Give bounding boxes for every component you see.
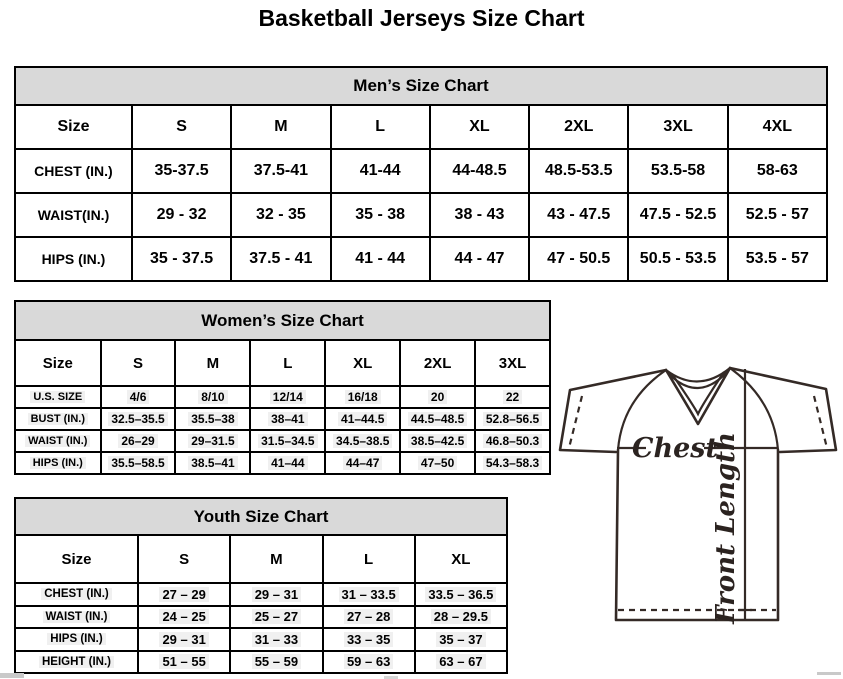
womens-table (14, 300, 551, 475)
womens-value-cell: 12/14 (250, 386, 325, 408)
jersey-left-cuff-dashes (569, 396, 582, 448)
womens-value-cell: 16/18 (325, 386, 400, 408)
womens-value-cell: 44–47 (325, 452, 400, 474)
youth-value-cell: 63 – 67 (415, 651, 507, 674)
youth-value-cell: 33 – 35 (323, 628, 415, 651)
youth-header-cell: S (138, 535, 230, 583)
youth-value-cell: 29 – 31 (230, 583, 322, 606)
mens-value-cell: 29 - 32 (132, 193, 231, 237)
womens-value-cell: 29–31.5 (175, 430, 250, 452)
youth-value-cell: 31 – 33.5 (323, 583, 415, 606)
womens-value-cell: 31.5–34.5 (250, 430, 325, 452)
page-title: Basketball Jerseys Size Chart (258, 5, 585, 31)
mens-value-cell: 41-44 (331, 149, 430, 193)
youth-value-cell: 24 – 25 (138, 606, 230, 629)
womens-value-cell: 41–44 (250, 452, 325, 474)
womens-value-cell: 44.5–48.5 (400, 408, 475, 430)
mens-value-cell: 37.5-41 (231, 149, 330, 193)
womens-row-label: HIPS (IN.) (15, 452, 101, 474)
womens-row-label: BUST (IN.) (15, 408, 101, 430)
youth-size-chart (14, 497, 508, 674)
youth-value-cell: 27 – 29 (138, 583, 230, 606)
mens-value-cell: 58-63 (728, 149, 827, 193)
jersey-body-outline (616, 450, 778, 620)
mens-value-cell: 38 - 43 (430, 193, 529, 237)
mens-header-cell: Size (15, 105, 132, 149)
womens-row-label: WAIST (IN.) (15, 430, 101, 452)
mens-value-cell: 44 - 47 (430, 237, 529, 281)
mens-table (14, 66, 828, 282)
womens-table-row (15, 452, 550, 474)
youth-value-cell: 29 – 31 (138, 628, 230, 651)
mens-header-cell: 2XL (529, 105, 628, 149)
youth-table-row (15, 651, 507, 674)
youth-value-cell: 55 – 59 (230, 651, 322, 674)
womens-header-cell: L (250, 340, 325, 386)
womens-value-cell: 54.3–58.3 (475, 452, 550, 474)
mens-value-cell: 43 - 47.5 (529, 193, 628, 237)
chest-label: Chest (632, 433, 718, 464)
youth-table-row (15, 628, 507, 651)
womens-value-cell: 34.5–38.5 (325, 430, 400, 452)
womens-value-cell: 4/6 (101, 386, 176, 408)
womens-value-cell: 38.5–42.5 (400, 430, 475, 452)
mens-table-row (15, 149, 827, 193)
youth-table-row (15, 606, 507, 629)
mens-value-cell: 48.5-53.5 (529, 149, 628, 193)
youth-value-cell: 33.5 – 36.5 (415, 583, 507, 606)
womens-value-cell: 35.5–38 (175, 408, 250, 430)
youth-value-cell: 51 – 55 (138, 651, 230, 674)
youth-value-cell: 28 – 29.5 (415, 606, 507, 629)
mens-value-cell: 47.5 - 52.5 (628, 193, 727, 237)
womens-value-cell: 20 (400, 386, 475, 408)
womens-value-cell: 22 (475, 386, 550, 408)
mens-row-label: CHEST (IN.) (15, 149, 132, 193)
mens-header-cell: 4XL (728, 105, 827, 149)
youth-value-cell: 25 – 27 (230, 606, 322, 629)
mens-value-cell: 35 - 37.5 (132, 237, 231, 281)
front-length-label: Front Length (711, 432, 741, 624)
youth-header-cell: XL (415, 535, 507, 583)
womens-value-cell: 41–44.5 (325, 408, 400, 430)
youth-value-cell: 31 – 33 (230, 628, 322, 651)
womens-value-cell: 47–50 (400, 452, 475, 474)
mens-row-label: WAIST(IN.) (15, 193, 132, 237)
womens-header-cell: Size (15, 340, 101, 386)
mens-value-cell: 53.5 - 57 (728, 237, 827, 281)
mens-header-cell: M (231, 105, 330, 149)
mens-value-cell: 52.5 - 57 (728, 193, 827, 237)
womens-value-cell: 52.8–56.5 (475, 408, 550, 430)
youth-table (14, 497, 508, 674)
womens-table-title: Women’s Size Chart (15, 301, 550, 340)
mens-header-cell: XL (430, 105, 529, 149)
youth-header-cell: M (230, 535, 322, 583)
mens-row-label: HIPS (IN.) (15, 237, 132, 281)
womens-value-cell: 46.8–50.3 (475, 430, 550, 452)
jersey-measurement-diagram (556, 358, 843, 634)
womens-value-cell: 26–29 (101, 430, 176, 452)
mens-value-cell: 47 - 50.5 (529, 237, 628, 281)
womens-header-cell: 2XL (400, 340, 475, 386)
mens-table-title: Men’s Size Chart (15, 67, 827, 105)
youth-table-row (15, 583, 507, 606)
mens-size-chart (14, 66, 828, 282)
mens-value-cell: 35 - 38 (331, 193, 430, 237)
womens-header-cell: 3XL (475, 340, 550, 386)
womens-size-chart (14, 300, 551, 475)
youth-header-cell: L (323, 535, 415, 583)
youth-table-title: Youth Size Chart (15, 498, 507, 535)
womens-value-cell: 32.5–35.5 (101, 408, 176, 430)
youth-value-cell: 35 – 37 (415, 628, 507, 651)
mens-table-row (15, 193, 827, 237)
mens-value-cell: 35-37.5 (132, 149, 231, 193)
mens-header-cell: S (132, 105, 231, 149)
bottom-left-ui-artifact (0, 673, 24, 678)
youth-row-label: HEIGHT (IN.) (15, 651, 138, 674)
mens-value-cell: 37.5 - 41 (231, 237, 330, 281)
mens-value-cell: 44-48.5 (430, 149, 529, 193)
womens-table-row (15, 408, 550, 430)
youth-header-cell: Size (15, 535, 138, 583)
mens-header-cell: 3XL (628, 105, 727, 149)
womens-header-cell: M (175, 340, 250, 386)
womens-value-cell: 38–41 (250, 408, 325, 430)
bottom-right-ui-artifact (817, 672, 841, 675)
jersey-right-cuff-dashes (814, 396, 827, 448)
youth-value-cell: 27 – 28 (323, 606, 415, 629)
mens-header-cell: L (331, 105, 430, 149)
womens-row-label: U.S. SIZE (15, 386, 101, 408)
mens-value-cell: 32 - 35 (231, 193, 330, 237)
womens-table-row (15, 386, 550, 408)
mens-value-cell: 50.5 - 53.5 (628, 237, 727, 281)
youth-value-cell: 59 – 63 (323, 651, 415, 674)
womens-value-cell: 35.5–58.5 (101, 452, 176, 474)
womens-header-cell: S (101, 340, 176, 386)
youth-row-label: HIPS (IN.) (15, 628, 138, 651)
mens-value-cell: 41 - 44 (331, 237, 430, 281)
youth-row-label: WAIST (IN.) (15, 606, 138, 629)
mens-value-cell: 53.5-58 (628, 149, 727, 193)
womens-value-cell: 8/10 (175, 386, 250, 408)
womens-table-row (15, 430, 550, 452)
womens-header-cell: XL (325, 340, 400, 386)
womens-value-cell: 38.5–41 (175, 452, 250, 474)
mens-table-row (15, 237, 827, 281)
youth-row-label: CHEST (IN.) (15, 583, 138, 606)
